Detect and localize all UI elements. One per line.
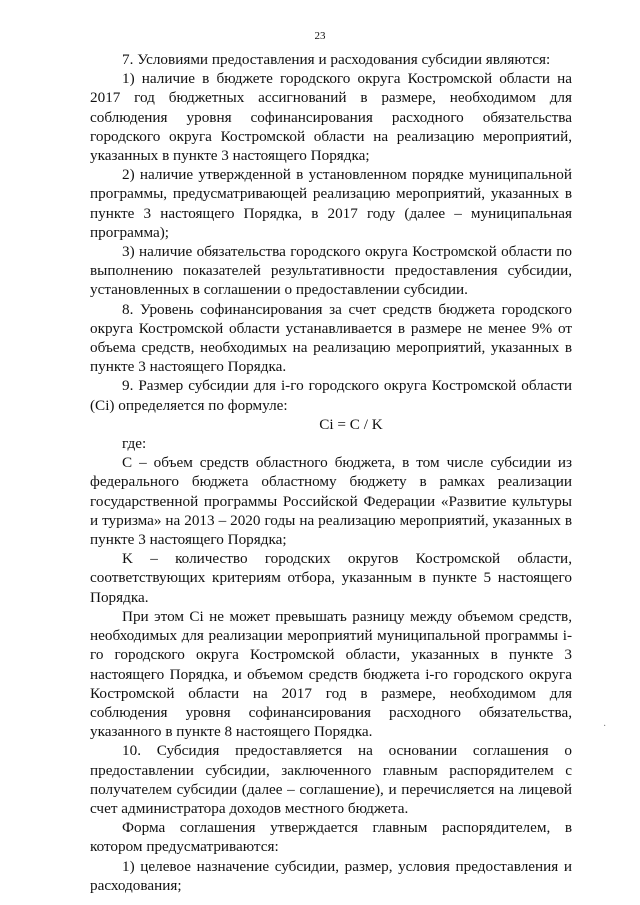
paragraph-7: 7. Условиями предоставления и расходования субсидии являются: — [122, 51, 551, 68]
definition-k: K – количество городских округов Костромской области, соответствующих критериям отбора, указанным в пункте 5 настоящего Порядка. — [90, 550, 572, 606]
document-body — [90, 50, 572, 895]
definition-c: C – объем средств областного бюджета, в том числе субсидии из федерального бюджета областному бюджету в рамках реализации государственной программы Российской Федерации «Развитие культуры и туризма» на 2013 – 2020 годы на реализацию мероприятий, указанных в пункте 3 настоящего Порядка; — [90, 454, 572, 549]
paragraph-limit: При этом Ci не может превышать разницу между объемом средств, необходимых для реализации мероприятий муниципальной программы i-го городского округа Костромской области, указанных в пункте 3 настоящего Порядка, и объемом средств бюджета i-го городского округа Костромской области на 2017 год в размере, необходимом для соблюдения уровня софинансирования расходного обязательства, указанного в пункте 8 настоящего Порядка. — [90, 607, 572, 741]
where-label: где: — [122, 435, 147, 453]
paragraph-7-1: 1) наличие в бюджете городского округа Костромской области на 2017 год бюджетных ассигнований в размере, необходимом для соблюдения уровня софинансирования расходного обязательства городского округа Костромской области на реализацию мероприятий, указанных в пункте 3 настоящего Порядка; — [90, 70, 572, 165]
paragraph-7-3: 3) наличие обязательства городского округа Костромской области по выполнению показателей результативности предоставления субсидии, установленных в соглашении о предоставлении субсидии. — [90, 243, 572, 299]
page-number: 23 — [314, 30, 326, 42]
paragraph-9: 9. Размер субсидии для i-го городского округа Костромской области (Ci) определяется по формуле: — [90, 377, 572, 414]
paragraph-7-2: 2) наличие утвержденной в установленном порядке муниципальной программы, предусматривающей реализацию мероприятий, указанных в пункте 3 настоящего Порядка, в 2017 году (далее – муниципальная программа); — [90, 166, 572, 241]
formula: Ci = C / K — [319, 415, 383, 433]
paragraph-agreement-form: Форма соглашения утверждается главным распорядителем, в котором предусматриваются: — [90, 819, 572, 856]
paragraph-agreement-item-1: 1) целевое назначение субсидии, размер, условия предоставления и расходования; — [90, 857, 572, 894]
paragraph-10: 10. Субсидия предоставляется на основании соглашения о предоставлении субсидии, заключенного главным распорядителем с получателем субсидии (далее – соглашение), и перечисляется на лицевой счет администратора доходов местного бюджета. — [90, 742, 572, 817]
scan-speck: · — [603, 721, 607, 732]
paragraph-8: 8. Уровень софинансирования за счет средств бюджета городского округа Костромской области устанавливается в размере не менее 9% от объема средств, необходимых на реализацию мероприятий, указанных в пункте 3 настоящего Порядка. — [90, 300, 572, 376]
